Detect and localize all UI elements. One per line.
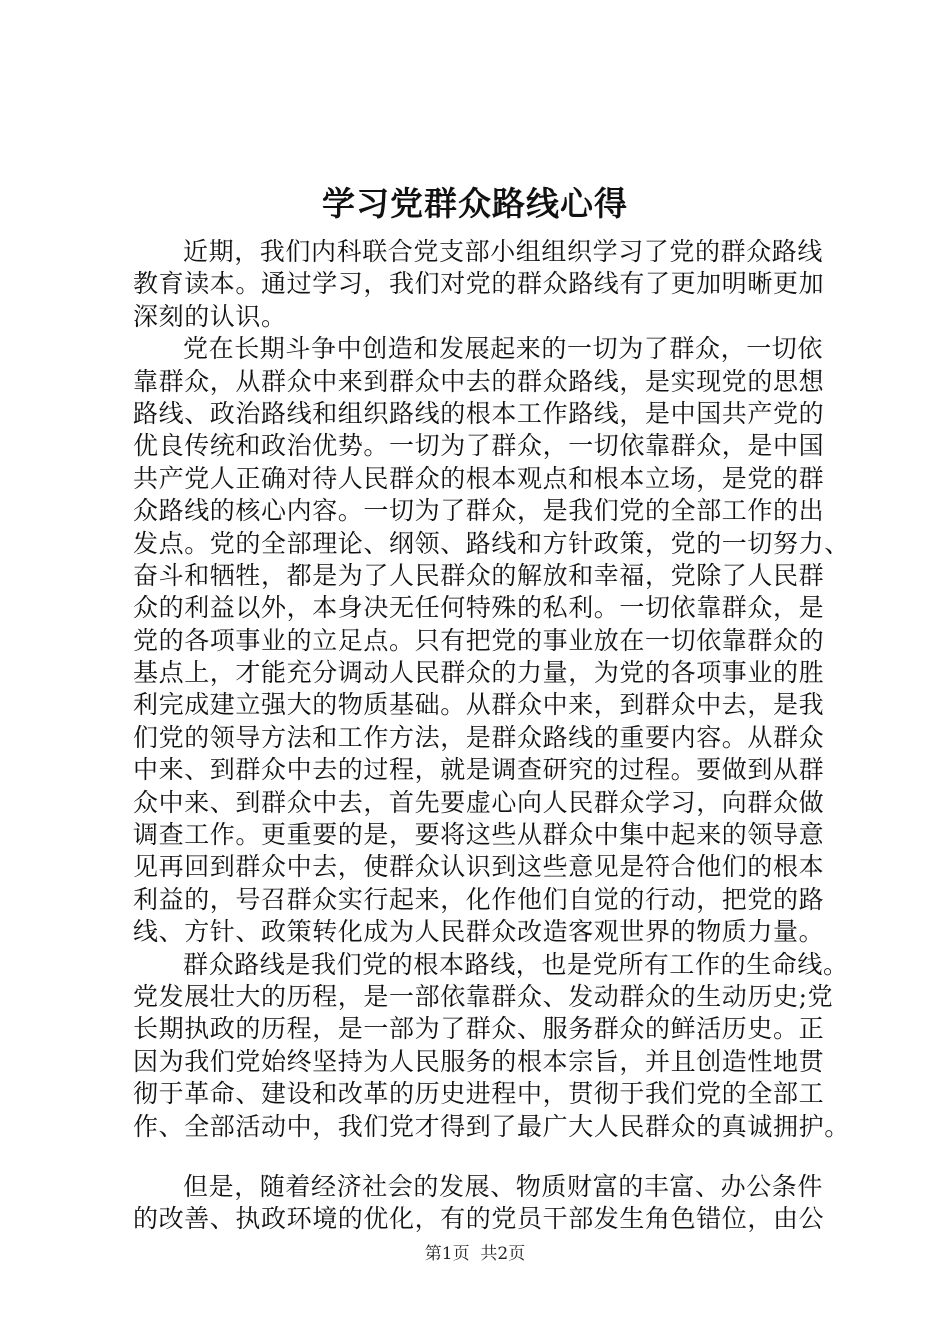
paragraph-2-line-9: 众的利益以外，本身决无任何特殊的私利。一切依靠群众，是 — [133, 593, 825, 623]
paragraph-3-line-1: 群众路线是我们党的根本路线，也是党所有工作的生命线。 — [183, 949, 849, 979]
paragraph-3-line-3: 长期执政的历程，是一部为了群众、服务群众的鲜活历史。正 — [133, 1014, 825, 1044]
paragraph-2-line-15: 众中来、到群众中去，首先要虚心向人民群众学习，向群众做 — [133, 787, 825, 817]
paragraph-2-line-19: 线、方针、政策转化成为人民群众改造客观世界的物质力量。 — [133, 917, 825, 947]
document-body — [133, 236, 850, 1236]
paragraph-1-line-1: 近期，我们内科联合党支部小组组织学习了党的群众路线 — [183, 237, 824, 266]
paragraph-2-line-13: 们党的领导方法和工作方法，是群众路线的重要内容。从群众 — [133, 722, 825, 752]
paragraph-2-line-14: 中来、到群众中去的过程，就是调查研究的过程。要做到从群 — [133, 755, 825, 785]
paragraph-3-line-5: 彻于革命、建设和改革的历史进程中，贯彻于我们党的全部工 — [133, 1079, 825, 1109]
document-title: 学习党群众路线心得 — [322, 184, 628, 223]
paragraph-2-line-1: 党在长期斗争中创造和发展起来的一切为了群众，一切依 — [183, 334, 824, 364]
paragraph-2-line-18: 利益的，号召群众实行起来，化作他们自觉的行动，把党的路 — [133, 884, 825, 914]
paragraph-4-line-1: 但是，随着经济社会的发展、物质财富的丰富、办公条件 — [183, 1171, 824, 1201]
paragraph-2-line-10: 党的各项事业的立足点。只有把党的事业放在一切依靠群众的 — [133, 625, 825, 655]
paragraph-2-line-2: 靠群众，从群众中来到群众中去的群众路线，是实现党的思想 — [133, 366, 825, 396]
paragraph-2-line-16: 调查工作。更重要的是，要将这些从群众中集中起来的领导意 — [133, 820, 825, 850]
paragraph-1-line-2: 教育读本。通过学习，我们对党的群众路线有了更加明晰更加 — [133, 269, 825, 299]
paragraph-2-line-8: 奋斗和牺牲，都是为了人民群众的解放和幸福，党除了人民群 — [133, 560, 825, 590]
paragraph-3-line-4: 因为我们党始终坚持为人民服务的根本宗旨，并且创造性地贯 — [133, 1046, 825, 1076]
paragraph-2-line-11: 基点上，才能充分调动人民群众的力量，为党的各项事业的胜 — [133, 658, 825, 688]
paragraph-2-line-7: 发点。党的全部理论、纲领、路线和方针政策，党的一切努力、 — [133, 528, 850, 558]
paragraph-2-line-4: 优良传统和政治优势。一切为了群众，一切依靠群众，是中国 — [133, 431, 825, 461]
paragraph-2-line-5: 共产党人正确对待人民群众的根本观点和根本立场，是党的群 — [133, 463, 825, 493]
paragraph-3-line-6: 作、全部活动中，我们党才得到了最广大人民群众的真诚拥护。 — [133, 1111, 850, 1141]
paragraph-1-line-3: 深刻的认识。 — [133, 301, 287, 331]
paragraph-3-line-2: 党发展壮大的历程，是一部依靠群众、发动群众的生动历史;党 — [133, 981, 834, 1011]
paragraph-4-line-2: 的改善、执政环境的优化，有的党员干部发生角色错位，由公 — [133, 1204, 825, 1234]
paragraph-gap — [133, 1143, 843, 1171]
page-number-footer: 第1页 共2页 — [424, 1244, 526, 1264]
paragraph-2-line-17: 见再回到群众中去，使群众认识到这些意见是符合他们的根本 — [133, 852, 825, 882]
paragraph-2-line-3: 路线、政治路线和组织路线的根本工作路线，是中国共产党的 — [133, 398, 825, 428]
paragraph-2-line-6: 众路线的核心内容。一切为了群众，是我们党的全部工作的出 — [133, 496, 825, 526]
paragraph-2-line-12: 利完成建立强大的物质基础。从群众中来，到群众中去，是我 — [133, 690, 825, 720]
